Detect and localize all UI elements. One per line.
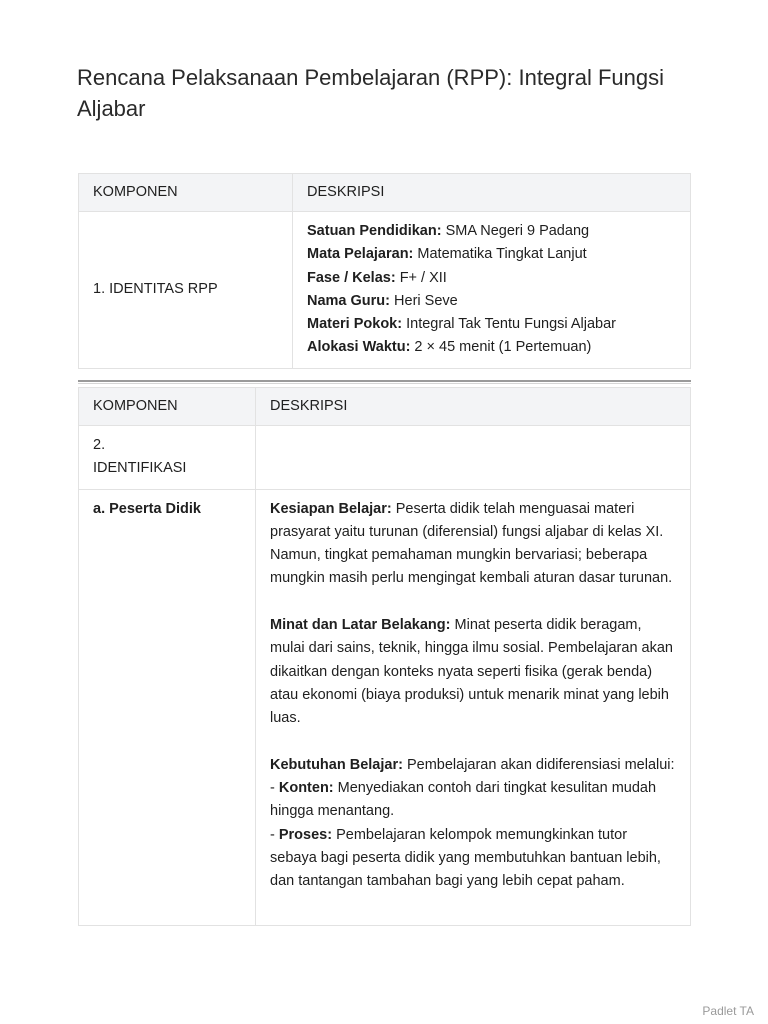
section-name: IDENTIFIKASI	[93, 460, 187, 477]
identity-key: Satuan Pendidikan:	[307, 223, 442, 239]
identification-table	[78, 387, 691, 926]
identity-table	[78, 173, 691, 369]
identity-details	[293, 212, 691, 369]
bullet-dash: -	[270, 780, 279, 797]
kebutuhan-key: Kebutuhan Belajar:	[270, 756, 403, 773]
identity-item	[307, 220, 676, 243]
identity-key: Fase / Kelas:	[307, 269, 396, 286]
minat-paragraph	[270, 614, 676, 730]
column-header-deskripsi: DESKRIPSI	[256, 388, 691, 426]
proses-key: Proses:	[278, 826, 333, 843]
identity-key: Alokasi Waktu:	[307, 339, 411, 356]
konten-key: Konten:	[278, 780, 334, 797]
identity-value: Matematika Tingkat Lanjut	[413, 246, 587, 263]
table-header-row	[79, 388, 691, 426]
section-number: 2.	[93, 437, 106, 453]
identity-item	[307, 243, 676, 266]
page-title: Rencana Pelaksanaan Pembelajaran (RPP): Integral Fungsi Aljabar	[77, 65, 664, 121]
kebutuhan-value: Pembelajaran akan didiferensiasi melalui:	[402, 756, 675, 773]
identity-item	[307, 336, 676, 359]
column-header-komponen: KOMPONEN	[79, 174, 293, 212]
identity-item	[307, 267, 676, 290]
identity-item	[307, 290, 676, 313]
identity-value: Heri Seve	[390, 292, 458, 309]
minat-key: Minat dan Latar Belakang:	[270, 617, 451, 634]
section-divider	[78, 380, 691, 382]
section-divider-light	[78, 383, 691, 384]
proses-bullet	[270, 824, 676, 894]
row-label-text: a. Peserta Didik	[93, 500, 201, 517]
identity-key: Materi Pokok:	[307, 316, 403, 333]
table-row	[79, 426, 691, 490]
konten-value: Menyediakan contoh dari tingkat kesulitan mudah hingga menantang.	[270, 780, 657, 820]
identity-value: SMA Negeri 9 Padang	[441, 223, 590, 239]
identity-value: 2 × 45 menit (1 Pertemuan)	[410, 339, 592, 356]
footer-brand: Padlet TA	[702, 1004, 754, 1018]
kesiapan-key: Kesiapan Belajar:	[270, 500, 392, 517]
row-label-identifikasi	[79, 426, 256, 490]
kesiapan-paragraph	[270, 498, 676, 591]
column-header-deskripsi: DESKRIPSI	[293, 174, 691, 212]
table-row	[79, 489, 691, 925]
kesiapan-value: Peserta didik telah menguasai materi prasyarat yaitu turunan (diferensial) fungsi aljabar di kelas XI. Namun, tingkat pemahaman mungkin bervariasi; beberapa mungkin masih perlu mengingat kembali aturan dasar turunan.	[270, 500, 673, 587]
table-row	[79, 212, 691, 369]
proses-value: Pembelajaran kelompok memungkinkan tutor sebaya bagi peserta didik yang membutuhkan bantuan lebih, dan tantangan tambahan bagi yang lebih cepat paham.	[270, 826, 661, 890]
minat-value: Minat peserta didik beragam, mulai dari sains, teknik, hingga ilmu sosial. Pembelajaran akan dikaitkan dengan konteks nyata seperti fisika (gerak benda) atau ekonomi (biaya produksi) untuk menarik minat yang lebih luas.	[270, 617, 673, 727]
peserta-didik-description	[256, 489, 691, 925]
identity-item	[307, 313, 676, 336]
bullet-dash: -	[270, 826, 279, 843]
empty-cell	[256, 426, 691, 490]
row-label-peserta-didik	[79, 489, 256, 925]
identity-value: Integral Tak Tentu Fungsi Aljabar	[402, 316, 616, 333]
column-header-komponen: KOMPONEN	[79, 388, 256, 426]
kebutuhan-paragraph	[270, 754, 676, 777]
identity-key: Nama Guru:	[307, 292, 390, 309]
row-label-identitas: 1. IDENTITAS RPP	[79, 212, 293, 369]
identity-key: Mata Pelajaran:	[307, 246, 414, 263]
konten-bullet	[270, 777, 676, 824]
table-header-row	[79, 174, 691, 212]
identity-value: F+ / XII	[395, 269, 447, 286]
